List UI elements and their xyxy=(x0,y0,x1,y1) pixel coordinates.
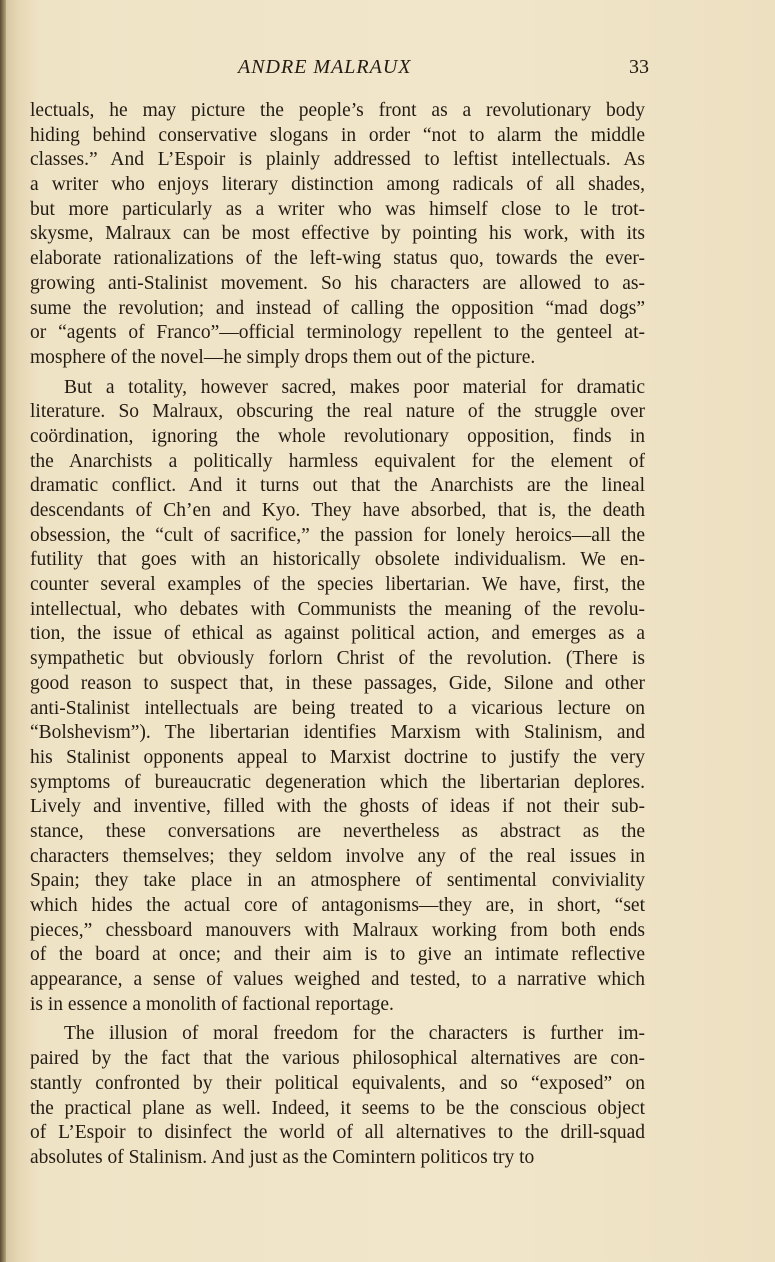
text-line: “Bolshevism”). The libertarian identifies Marxism with Stalinism, and xyxy=(30,722,645,744)
text-line: literature. So Malraux, obscuring the real nature of the struggle over xyxy=(30,401,645,423)
book-gutter xyxy=(0,0,6,1262)
text-line: a writer who enjoys literary distinction among radicals of all shades, xyxy=(30,174,645,196)
text-line: classes.” And L’Espoir is plainly addressed to leftist intellectuals. As xyxy=(30,149,645,171)
text-line: symptoms of bureaucratic degeneration which the libertarian deplores. xyxy=(30,771,645,793)
page-number: 33 xyxy=(629,56,649,78)
text-line: coördination, ignoring the whole revolutionary opposition, finds in xyxy=(30,425,645,447)
paragraph xyxy=(30,376,645,1018)
text-line: characters themselves; they seldom involve any of the real issues in xyxy=(30,845,645,867)
text-line: Spain; they take place in an atmosphere of sentimental conviviality xyxy=(30,870,645,892)
text-line: or “agents of Franco”—official terminology repellent to the genteel at- xyxy=(30,322,645,344)
running-head: ANDRE MALRAUX xyxy=(238,56,412,78)
text-line: stantly confronted by their political equivalents, and so “exposed” on xyxy=(30,1072,645,1094)
text-line: elaborate rationalizations of the left-wing status quo, towards the ever- xyxy=(30,248,645,270)
text-line: sume the revolution; and instead of calling the opposition “mad dogs” xyxy=(30,297,645,319)
text-line: absolutes of Stalinism. And just as the Comintern politicos try to xyxy=(30,1146,535,1168)
text-line: The illusion of moral freedom for the characters is further im- xyxy=(64,1023,645,1045)
text-line: anti-Stalinist intellectuals are being treated to a vicarious lecture on xyxy=(30,697,645,719)
text-line: skysme, Malraux can be most effective by pointing his work, with its xyxy=(30,223,645,245)
text-line: of the board at once; and their aim is to give an intimate reflective xyxy=(30,944,645,966)
text-line: tion, the issue of ethical as against political action, and emerges as a xyxy=(30,623,645,645)
text-line: pieces,” chessboard manouvers with Malraux working from both ends xyxy=(30,919,645,941)
text-line: is in essence a monolith of factional reportage. xyxy=(30,993,394,1015)
text-line: mosphere of the novel—he simply drops them out of the picture. xyxy=(30,346,536,368)
text-line: paired by the fact that the various philosophical alternatives are con- xyxy=(30,1048,645,1070)
text-line: Lively and inventive, filled with the ghosts of ideas if not their sub- xyxy=(30,796,645,818)
paragraph xyxy=(30,1022,645,1170)
text-line: the Anarchists a politically harmless equivalent for the element of xyxy=(30,450,645,472)
text-line: lectuals, he may picture the people’s front as a revolutionary body xyxy=(30,100,645,121)
text-line: but more particularly as a writer who was himself close to le trot- xyxy=(30,198,645,220)
text-line: dramatic conflict. And it turns out that the Anarchists are the lineal xyxy=(30,475,645,497)
text-line: But a totality, however sacred, makes poor material for dramatic xyxy=(64,376,645,398)
text-line: appearance, a sense of values weighed and tested, to a narrative which xyxy=(30,969,645,991)
text-line: obsession, the “cult of sacrifice,” the passion for lonely heroics—all the xyxy=(30,524,645,546)
text-line: growing anti-Stalinist movement. So his characters are allowed to as- xyxy=(30,272,645,294)
text-line: the practical plane as well. Indeed, it seems to be the conscious object xyxy=(30,1097,645,1119)
paragraph xyxy=(30,99,645,371)
text-line: his Stalinist opponents appeal to Marxist doctrine to justify the very xyxy=(30,746,645,768)
text-line: sympathetic but obviously forlorn Christ of the revolution. (There is xyxy=(30,648,645,670)
text-line: counter several examples of the species libertarian. We have, first, the xyxy=(30,574,645,596)
text-line: descendants of Ch’en and Kyo. They have absorbed, that is, the death xyxy=(30,500,645,521)
text-line: which hides the actual core of antagonisms—they are, in short, “set xyxy=(30,895,645,916)
text-line: hiding behind conservative slogans in order “not to alarm the middle xyxy=(30,124,645,146)
text-line: stance, these conversations are nevertheless as abstract as the xyxy=(30,820,645,842)
text-line: futility that goes with an historically obsolete individualism. We en- xyxy=(30,549,645,571)
text-line: good reason to suspect that, in these passages, Gide, Silone and other xyxy=(30,672,645,694)
text-line: of L’Espoir to disinfect the world of all alternatives to the drill-squad xyxy=(30,1122,645,1144)
page-header xyxy=(0,56,775,84)
text-line: intellectual, who debates with Communists the meaning of the revolu- xyxy=(30,598,645,620)
page-body xyxy=(30,99,645,1171)
